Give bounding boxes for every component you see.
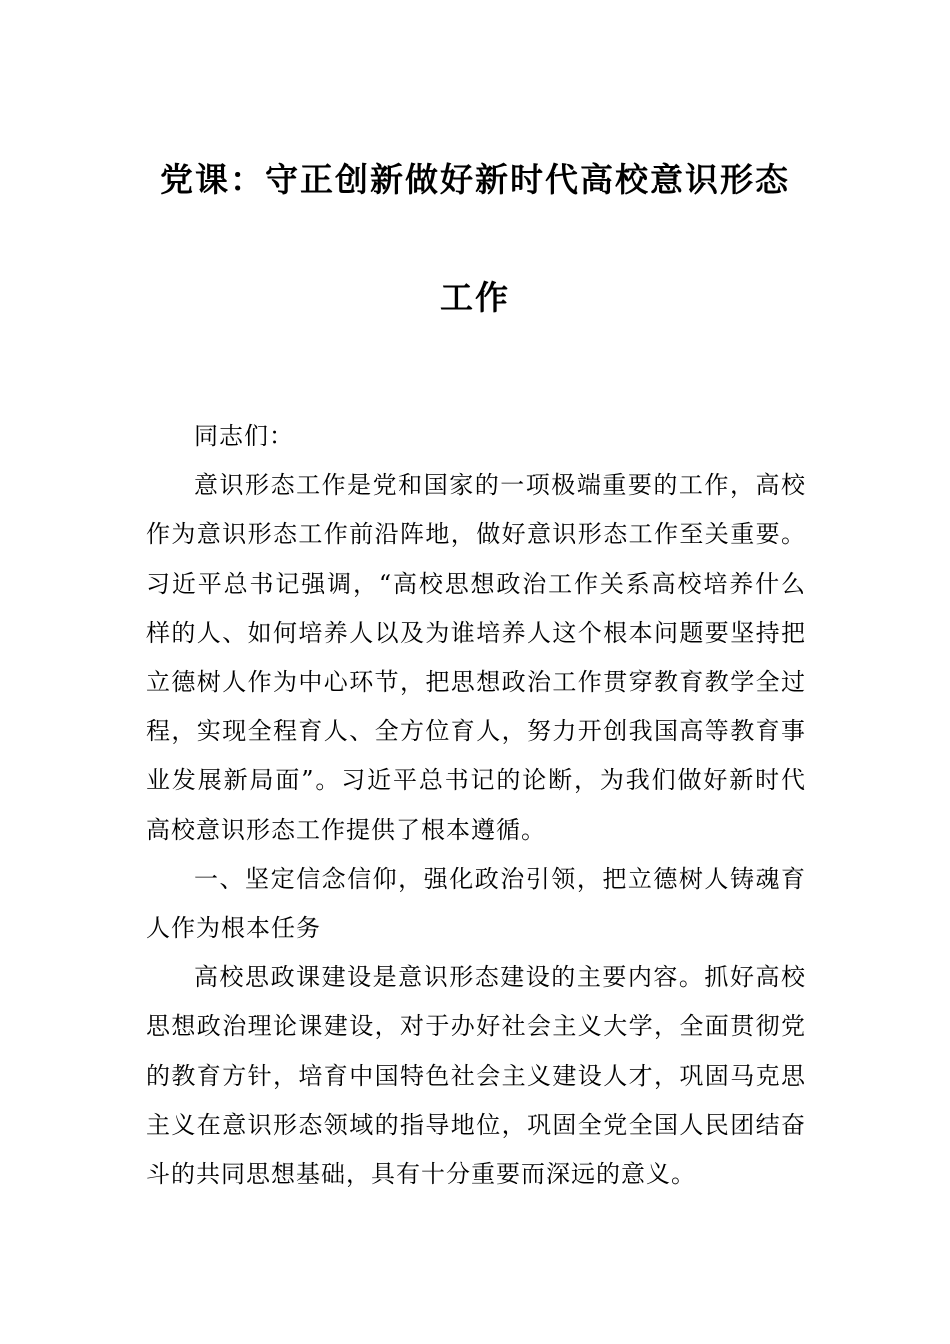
- greeting: 同志们：: [194, 422, 294, 450]
- paragraph-section-1: 高校思政课建设是意识形态建设的主要内容。抓好高校思想政治理论课建设，对于办好社会主义大学，全面贯彻党的教育方针，培育中国特色社会主义建设人才，巩固马克思主义在意识形态领域的指导地位，巩固全党全国人民团结奋斗的共同思想基础，具有十分重要而深远的意义。: [146, 963, 806, 1189]
- document-title-line-1: 党课：守正创新做好新时代高校意识形态: [160, 160, 790, 199]
- document-title-line-2: 工作: [440, 278, 510, 317]
- paragraph-intro: 意识形态工作是党和国家的一项极端重要的工作，高校作为意识形态工作前沿阵地，做好意识形态工作至关重要。习近平总书记强调，“高校思想政治工作关系高校培养什么样的人、如何培养人以及为谁培养人这个根本问题要坚持把立德树人作为中心环节，把思想政治工作贯穿教育教学全过程，实现全程育人、全方位育人，努力开创我国高等教育事业发展新局面”。习近平总书记的论断，为我们做好新时代高校意识形态工作提供了根本遵循。: [146, 471, 806, 844]
- document-body: [146, 410, 806, 1199]
- section-heading-1: 一、坚定信念信仰，强化政治引领，把立德树人铸魂育人作为根本任务: [146, 864, 806, 943]
